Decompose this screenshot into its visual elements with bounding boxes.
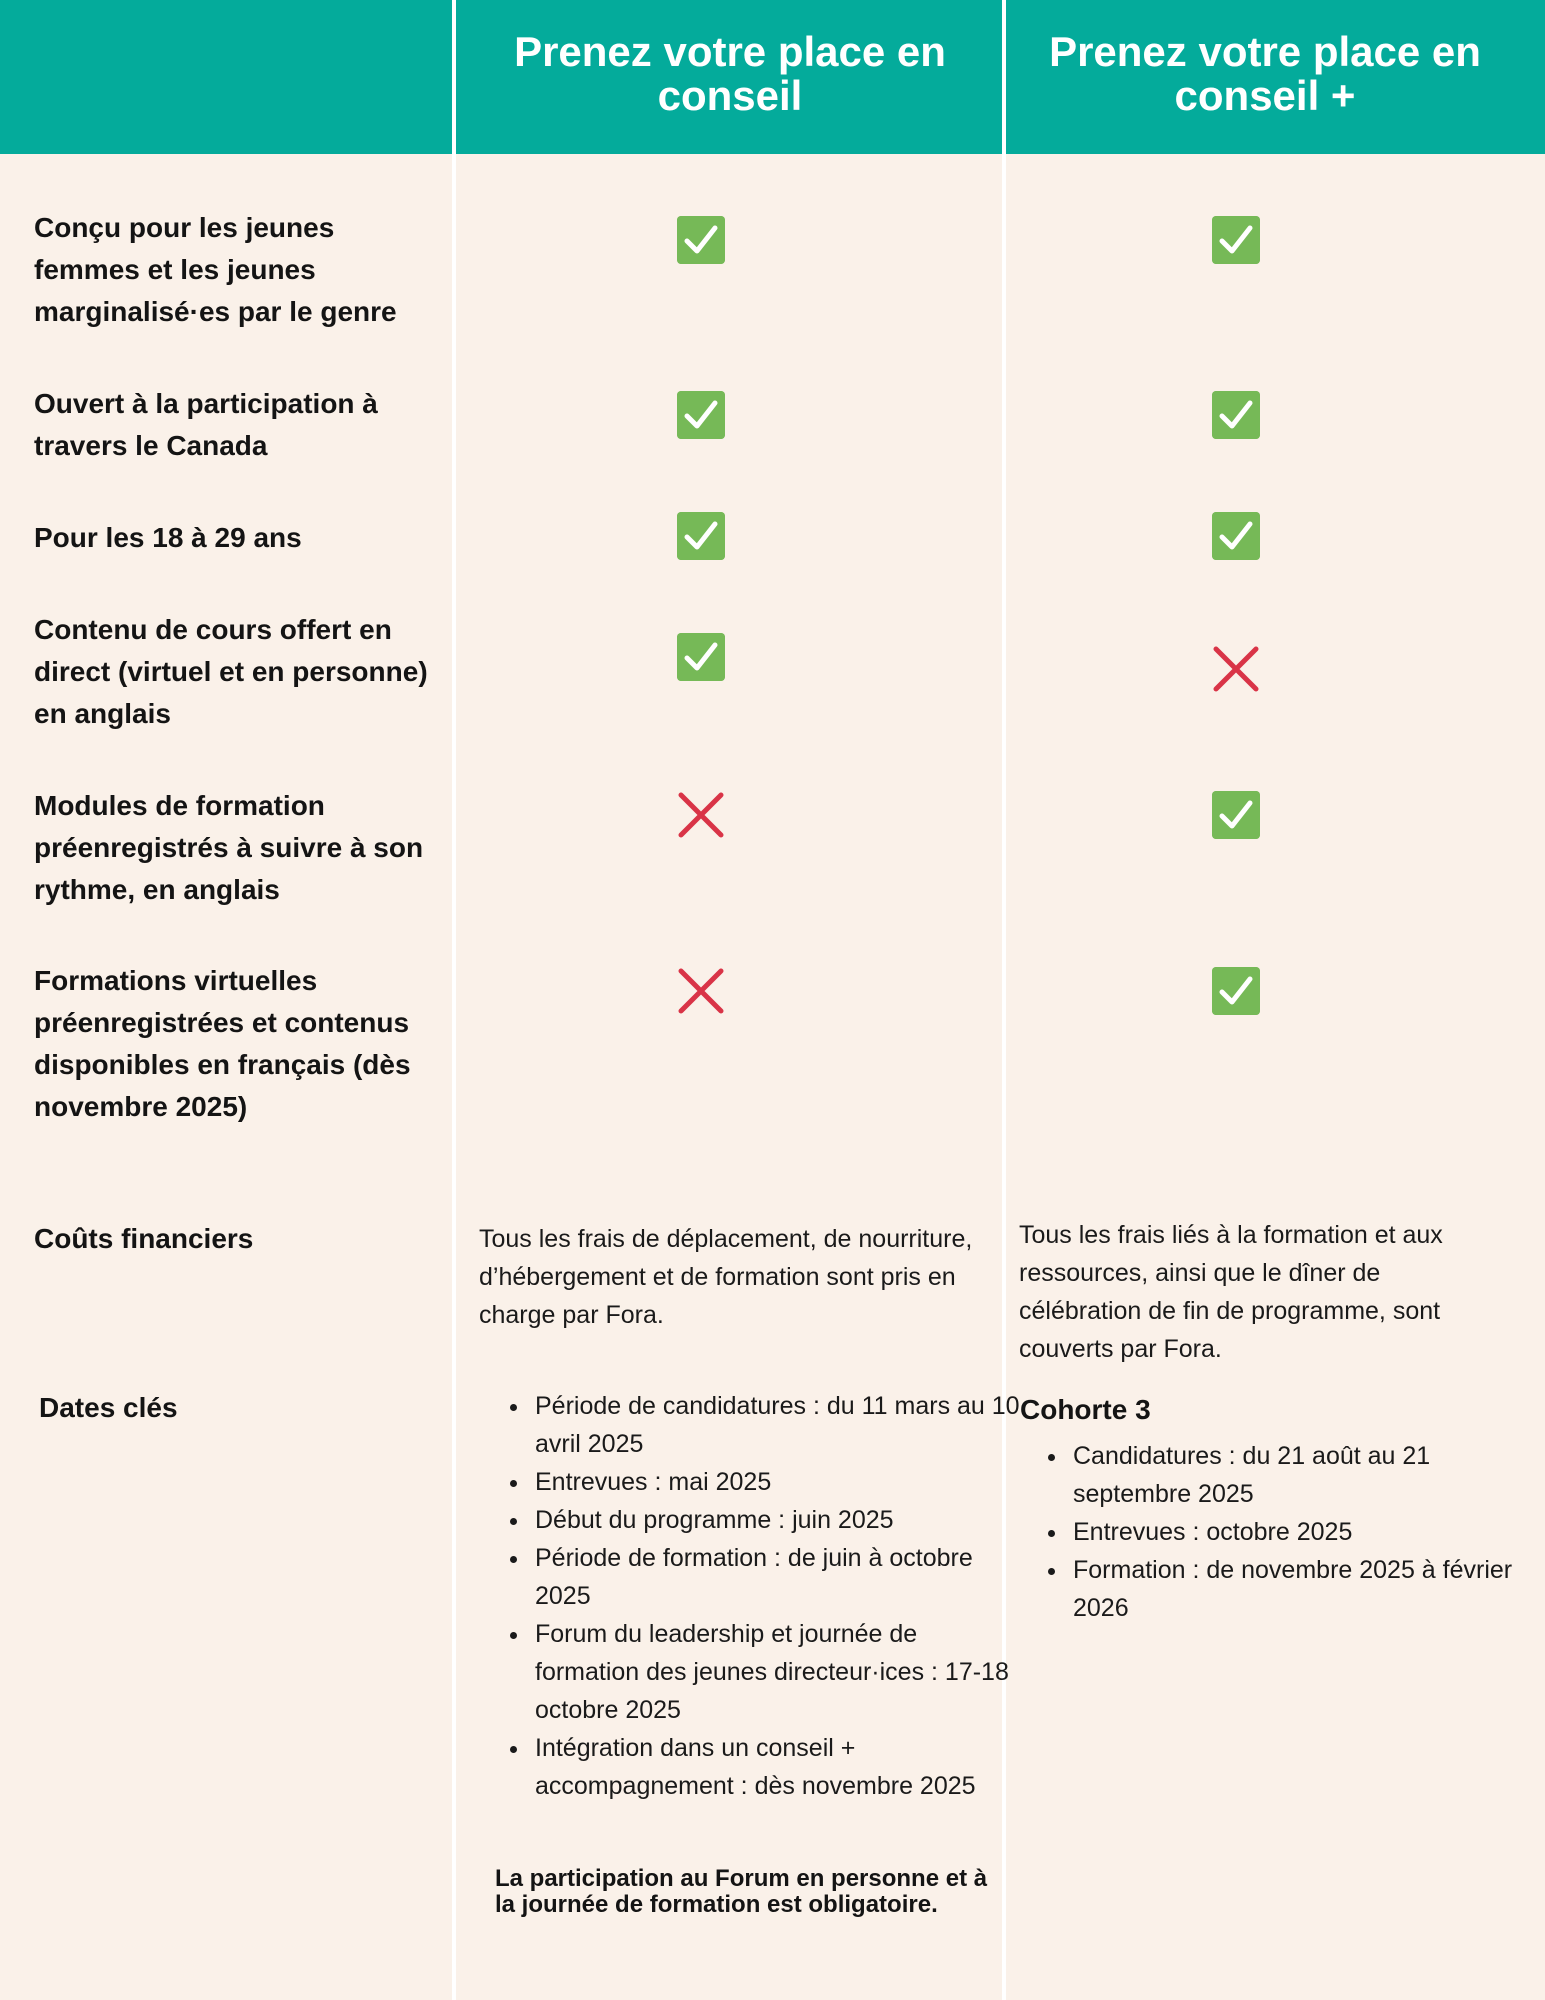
check-icon — [677, 391, 725, 439]
list-item: • Période de formation : de juin à octobre 2025 — [531, 1539, 1021, 1615]
cross-icon — [677, 967, 725, 1015]
list-item: • Candidatures : du 21 août au 21 septembre 2025 — [1069, 1437, 1539, 1513]
column-divider-1 — [452, 0, 456, 2000]
cross-icon — [677, 791, 725, 839]
dates-col1-list — [499, 1387, 1021, 1805]
cohort-title: Cohorte 3 — [1020, 1394, 1151, 1425]
row-label-key-dates: Dates clés — [39, 1392, 178, 1423]
list-item: • Début du programme : juin 2025 — [531, 1501, 1021, 1539]
column-title-1: Prenez votre place en conseil — [514, 28, 946, 119]
list-item: • Formation : de novembre 2025 à février 2026 — [1069, 1551, 1539, 1627]
check-icon — [1212, 391, 1260, 439]
row-label-designed-for: Conçu pour les jeunes femmes et les jeunes marginalisé·es par le genre — [34, 212, 397, 327]
check-icon — [1212, 216, 1260, 264]
row-label-prerecorded-english: Modules de formation préenregistrés à suivre à son rythme, en anglais — [34, 790, 424, 905]
row-label-age-range: Pour les 18 à 29 ans — [34, 522, 302, 553]
list-item: • Entrevues : octobre 2025 — [1069, 1513, 1539, 1551]
list-item: • Période de candidatures : du 11 mars au 10 avril 2025 — [531, 1387, 1021, 1463]
check-icon — [677, 633, 725, 681]
row-label-open-across-canada: Ouvert à la participation à travers le Canada — [34, 388, 378, 461]
list-item: • Forum du leadership et journée de formation des jeunes directeur·ices : 17-18 octobre 2025 — [531, 1615, 1021, 1729]
check-icon — [677, 216, 725, 264]
row-label-french-content: Formations virtuelles préenregistrées et contenus disponibles en français (dès novembre 2025) — [34, 965, 411, 1122]
list-item: • Intégration dans un conseil + accompagnement : dès novembre 2025 — [531, 1729, 1021, 1805]
check-icon — [1212, 791, 1260, 839]
forum-mandatory-note: La participation au Forum en personne et à la journée de formation est obligatoire. — [495, 1865, 988, 1918]
cross-icon — [1212, 645, 1260, 693]
costs-col1-text: Tous les frais de déplacement, de nourriture, d’hébergement et de formation sont pris en charge par Fora. — [479, 1225, 973, 1329]
check-icon — [1212, 967, 1260, 1015]
dates-col2-list — [1037, 1437, 1539, 1627]
column-title-2: Prenez votre place en conseil + — [1049, 28, 1481, 119]
check-icon — [1212, 512, 1260, 560]
row-label-live-content-english: Contenu de cours offert en direct (virtuel et en personne) en anglais — [34, 614, 428, 729]
costs-col2-text: Tous les frais liés à la formation et aux ressources, ainsi que le dîner de célébration de fin de programme, sont couverts par Fora. — [1019, 1221, 1443, 1363]
list-item: • Entrevues : mai 2025 — [531, 1463, 1021, 1501]
row-label-costs: Coûts financiers — [34, 1223, 254, 1254]
check-icon — [677, 512, 725, 560]
